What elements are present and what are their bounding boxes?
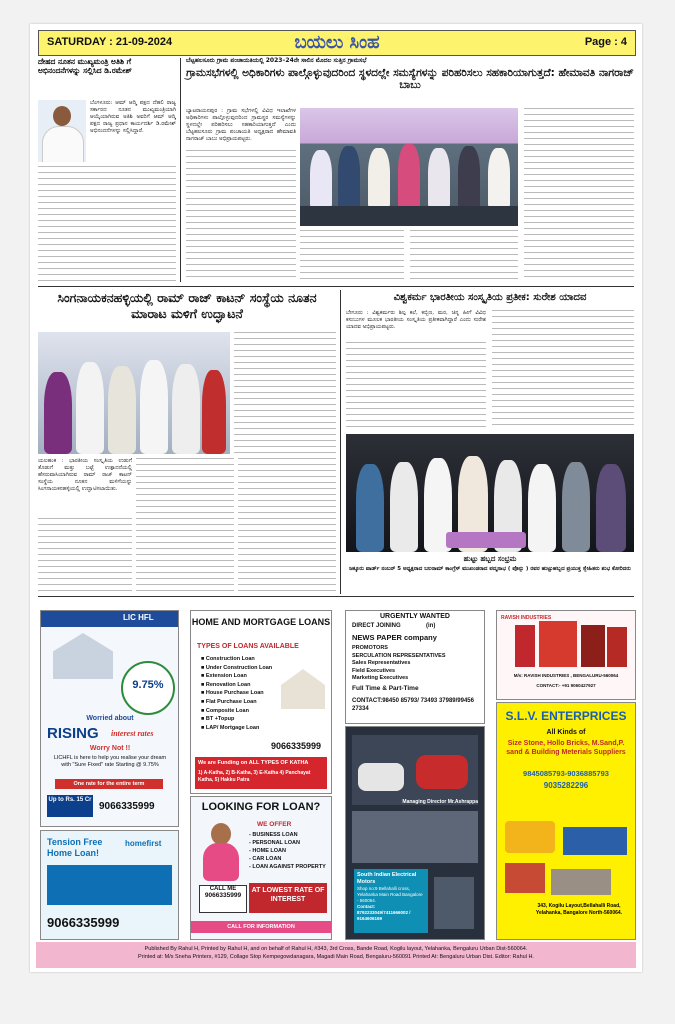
motors-info: [354, 869, 428, 933]
loan-type-item: ■ Construction Loan: [201, 656, 255, 662]
top-story-headline: ಗ್ರಾಮಸಭೆಗಳಲ್ಲಿ ಅಧಿಕಾರಿಗಳು ಪಾಲ್ಗೊಳ್ಳುವುದರಿಂದ ಸ್ಥಳದಲ್ಲೇ ಸಮಸ್ಯೆಗಳನ್ನು ಪರಿಹರಿಸಲು ಸಹಕಾರಿಯಾಗುತ್ತದೆ: ಹೇಮಾವತಿ ನಾಗರಾಜ್ ಬಾಬು: [186, 67, 634, 92]
ravish-brand: RAVISH INDUSTRIES: [501, 615, 552, 621]
urgently-wanted-ad: [345, 610, 485, 724]
urgent-subtitle: DIRECT JOINING: [352, 623, 401, 629]
offer-list: [249, 831, 329, 871]
lowest-rate-banner: AT LOWEST RATE OF INTEREST: [249, 883, 327, 913]
slv-enterprices-ad: [496, 702, 636, 940]
masthead: [38, 30, 636, 56]
ravish-ad: [496, 610, 636, 700]
slv-products: Size Stone, Hollo Bricks, M.Sand,P. sand & Building Meterials Suppliers: [506, 740, 626, 756]
homefirst-ad: [40, 830, 179, 940]
mid-right-story-lead: ಬೇಗೂರು : ವಿಶ್ವಕರ್ಮರು ಶಿಲ್ಪ ಕಲೆ, ಕಬ್ಬಿಣ, ಮರ, ಚಿನ್ನ ಹೀಗೆ ವಿವಿಧ ಕಸುಬುಗಳ ಮೂಲಕ ಭಾರತೀಯ ಸಂಸ್ಕೃತಿಯ ಪ್ರತೀಕವಾಗಿದ್ದಾರೆ ಎಂದು ಸುರೇಶ ಯಾದವ ಅಭಿಪ್ರಾಯಪಟ್ಟರು.: [346, 310, 486, 330]
page-number: Page : 4: [584, 36, 627, 48]
urgent-title: URGENTLY WANTED: [379, 613, 450, 620]
loan-type-item: ■ House Purchase Loan: [201, 690, 264, 697]
offer-item: - CAR LOAN: [249, 856, 282, 862]
slv-address: 343, Kogilu Layout,Bellahalli Road, Yelahanka, Bangalore North-560064.: [535, 903, 623, 916]
lic-rising: RISING: [47, 725, 99, 742]
slv-phone1: 9845085793-9036885793: [523, 769, 609, 778]
mid-left-story-headline: ಸಿಂಗನಾಯಕನಹಳ್ಳಿಯಲ್ಲಿ ರಾಮ್ ರಾಜ್ ಕಾಟನ್ ಸಂಸ್ಥೆಯ ನೂತನ ಮಾರಾಟ ಮಳಿಗೆ ಉದ್ಘಾಟನೆ: [57, 290, 317, 321]
home-mortgage-ad: [190, 610, 332, 794]
birthday-photo: [346, 434, 634, 552]
loan-type-item: ■ Extension Loan: [201, 673, 247, 680]
rate-badge: [121, 661, 175, 715]
offer-item: - LOAN AGAINST PROPERTY: [249, 864, 326, 870]
birthday-photo-caption: ಹುಟ್ಟು ಹಬ್ಬದ ಸಂಭ್ರಮ: [463, 555, 517, 563]
call-info: CALL FOR INFORMATION: [191, 921, 331, 933]
lic-brand: LIC HFL: [123, 613, 154, 622]
mid-left-story-col4: [238, 458, 336, 592]
call-me-box: [199, 885, 247, 913]
homefirst-brand: homefirst: [125, 839, 162, 848]
role-item: PROMOTORS: [352, 645, 388, 651]
motors-name: South Indian Electrical Motors: [357, 872, 417, 885]
mid-left-story-photo: [38, 332, 230, 454]
newspaper-title: ಬಯಲು ಸಿಂಹ: [294, 32, 380, 53]
left-story-headline: ದೇಹದ ನೂತನ ಮುಖ್ಯಮಂತ್ರಿ ಅತಿಶಿ ಗೆ ಅಭಿನಂದನೆಗಳನ್ನು ಸಲ್ಲಿಸಿದ ಡಿ.ರಮೇಶ್: [38, 57, 132, 75]
mid-left-story-col2: [234, 332, 336, 454]
footer-line1: Published By Rahul H, Printed by Rahul H, and on behalf of Rahul H, #343, 3rd Cross, Bande Road, Kogilu layout, Yelahanka, Bengaluru Urban Dist-560064.: [144, 946, 528, 952]
agent-photo: [201, 821, 241, 881]
ads-divider: [38, 596, 634, 597]
lic-hfl-ad: [40, 610, 179, 827]
birthday-photo-subcaption: ಜಕ್ಕೂರು ವಾರ್ಡ್ ನಂಬರ್ 5 ಅಧ್ಯಕ್ಷರಾದ ಬಲರಾಮ್ ಕಾಂಗ್ರೆಸ್ ಮುಖಂಡರಾದ ಪದ್ಮನಾಭ ( ಪೊನ್ನು ) ರವರ ಹುಟ್ಟುಹಬ್ಬದ ಪ್ರಯುಕ್ತ ಸ್ನೇಹಿತರು ಶುಭ ಕೋರಿದರು: [349, 566, 631, 572]
slv-phone2: 9035282296: [543, 781, 589, 790]
looking-title: LOOKING FOR LOAN?: [201, 801, 321, 813]
mid-left-story-col3: [136, 458, 234, 592]
top-story-col3: [410, 230, 518, 282]
scooter-photo: [352, 735, 478, 805]
top-story-col1: [186, 150, 296, 282]
slv-title: S.L.V. ENTERPRICES: [505, 709, 627, 723]
scooter-photo-2: [434, 877, 474, 929]
lic-upto: Up to Rs. 15 Cr: [47, 795, 93, 817]
top-story-photo: [300, 108, 518, 226]
loan-types-list: [201, 655, 281, 732]
urgent-contact: CONTACT:98450 85793/ 73493 37989/99456 27334: [352, 698, 474, 712]
house-icon: [53, 633, 113, 679]
loan-type-item: ■ Renovation Loan: [201, 681, 251, 688]
looking-phone: 9066335999: [204, 892, 242, 899]
motors-contact: Contact: 8792233049/7411666002 / 9164606169: [357, 904, 411, 921]
loan-type-item: ■ Flat Purchase Loan: [201, 698, 257, 705]
homefirst-banner: [47, 865, 172, 905]
offer-item: - HOME LOAN: [249, 848, 286, 854]
homefirst-phone: 9066335999: [47, 915, 120, 930]
funding-banner: [195, 757, 327, 789]
ravish-line: M/s: RAVISH INDUSTRIES , BENGALURU-560064: [513, 673, 619, 678]
footer-line2: Printed at: M/s Sneha Printers, #129, Collage Stop Kempegowdanagara, Magadi Main Road, Bengaluru-560091 Printed At: Bengaluru Urban Dist. Editor: Rahul H.: [138, 954, 534, 960]
role-item: Sales Representatives: [352, 660, 411, 666]
issue-date: SATURDAY : 21-09-2024: [47, 36, 173, 48]
role-item: SERCULATION REPRESENTATIVES: [352, 652, 446, 659]
top-story-lead: ಬ್ಯಾಟರಾಯನಪುರ : ಗ್ರಾಮ ಸಭೆಗಳಲ್ಲಿ ವಿವಿಧ ಇಲಾಖೆಗಳ ಅಧಿಕಾರಿಗಳು ಪಾಲ್ಗೊಳ್ಳುವುದರಿಂದ ಗ್ರಾಮಸ್ಥರ ಸಮಸ್ಯೆಗಳನ್ನು ಸ್ಥಳದಲ್ಲೇ ಪರಿಹರಿಸಲು ಸಹಕಾರಿಯಾಗುತ್ತದೆ ಎಂದು ಬೆಟ್ಟಹಲಸೂರು ಗ್ರಾಮ ಪಂಚಾಯತಿ ಅಧ್ಯಕ್ಷರಾದ ಹೇಮಾವತಿ ನಾಗರಾಜ್ ಬಾಬು ಅಭಿಪ್ರಾಯಪಟ್ಟರು.: [186, 108, 296, 142]
lic-one-rate: One rate for the entire term: [55, 779, 163, 789]
lic-rate: 9.75%: [132, 679, 164, 691]
stone-icon: [551, 869, 611, 895]
urgent-in: (in): [426, 623, 436, 629]
lic-worried: Worried about: [86, 715, 134, 722]
left-story-body: [38, 166, 176, 281]
mid-right-story-col1: [346, 342, 486, 428]
lic-phone: 9066335999: [99, 801, 155, 812]
motors-owner: Managing Director Mr.Ashrappa: [402, 799, 478, 805]
offer-item: - PERSONAL LOAN: [249, 840, 300, 846]
mortgage-title: HOME AND MORTGAGE LOANS: [191, 617, 331, 627]
motors-address: Shop no:9 Bellahalli cross, Yelahanka Main Road Bangalore - 560064.: [357, 886, 423, 903]
section-divider: [38, 286, 634, 287]
ravish-contact: CONTACT:- +91 9060427927: [536, 683, 596, 688]
offer-item: - BUSINESS LOAN: [249, 832, 298, 838]
funding-types: 1) A-Katha, 2) B-Katha, 3) E-Katha 4) Panchayat Katha, 5) Hakku Patra: [198, 770, 311, 783]
left-story-portrait: [38, 100, 86, 162]
loan-type-item: ■ Composite Loan: [201, 707, 249, 714]
lic-rising-sub: interest rates: [111, 729, 154, 738]
urgent-company: NEWS PAPER company: [352, 633, 437, 642]
column-divider: [340, 290, 341, 594]
role-list: [352, 645, 480, 683]
role-item: Field Executives: [352, 667, 396, 674]
call-me-label: CALL ME: [209, 886, 237, 892]
top-story-col4: [524, 108, 634, 282]
homefirst-headline: Tension Free Home Loan!: [47, 837, 103, 858]
loan-type-item: ■ BT +Topup: [201, 716, 235, 723]
top-story-kicker: ಬೆಟ್ಟಹಲಸೂರು ಗ್ರಾಮ ಪಂಚಾಯತಿಯಲ್ಲಿ 2023–24ನೇ ಸಾಲಿನ ಮೊದಲ ಸುತ್ತಿನ ಗ್ರಾಮಸಭೆ: [186, 57, 367, 64]
shop-photo: [352, 811, 478, 863]
motors-ad: [345, 726, 485, 940]
newspaper-page: [30, 24, 642, 972]
left-story-lead: ಬೆಂಗಳೂರು: ಆಮ್ ಆದ್ಮಿ ಪಕ್ಷದ ದೆಹಲಿ ರಾಜ್ಯ ಸರ್ಕಾರದ ನೂತನ ಮುಖ್ಯಮಂತ್ರಿಯಾಗಿ ಆಯ್ಕೆಯಾಗಿರುವ ಅತಿಶಿ ಅವರಿಗೆ ಆಮ್ ಆದ್ಮಿ ಪಕ್ಷದ ರಾಜ್ಯ ಪ್ರಧಾನ ಕಾರ್ಯದರ್ಶಿ ಡಿ.ರಮೇಶ್ ಅಭಿನಂದನೆಗಳನ್ನು ಸಲ್ಲಿಸಿದ್ದಾರೆ.: [90, 100, 176, 134]
urgent-time: Full Time & Part-Time: [352, 685, 419, 692]
mid-left-story-lead: ಯಲಹಂಕ : ಭಾರತೀಯ ಸಂಸ್ಕೃತಿಯ ಉಡುಗೆ ತೊಡುಗೆ ಮತ್ತು ಬಟ್ಟೆ ಉತ್ಪಾದನೆಯಲ್ಲಿ ಹೆಸರುವಾಸಿಯಾಗಿರುವ ರಾಮ್ ರಾಜ್ ಕಾಟನ್ ಸಂಸ್ಥೆಯ ನೂತನ ಮಳಿಗೆಯನ್ನು ಸಿಂಗನಾಯಕನಹಳ್ಳಿಯಲ್ಲಿ ಉದ್ಘಾಟಿಸಲಾಯಿತು.: [38, 458, 132, 492]
mortgage-phone: 9066335999: [271, 741, 322, 751]
footer-imprint: [36, 942, 636, 968]
truck-icon: [563, 827, 627, 855]
excavator-icon: [505, 821, 555, 853]
bricks-icon: [505, 863, 545, 893]
mid-right-story-headline: ವಿಶ್ವಕರ್ಮ ಭಾರತೀಯ ಸಂಸ್ಕೃತಿಯ ಪ್ರತೀಕ: ಸುರೇಶ ಯಾದವ: [393, 292, 587, 303]
lic-worry-not: Worry Not !!: [89, 745, 131, 752]
mid-left-story-col1: [38, 518, 132, 592]
looking-for-loan-ad: [190, 796, 332, 940]
mid-right-story-col2: [492, 310, 634, 428]
offer-title: WE OFFER: [257, 821, 292, 828]
slv-all-kinds: All Kinds of: [546, 729, 586, 736]
loan-type-item: ■ LAP/ Mortgage Loan: [201, 724, 260, 731]
funding-text: We are Funding on ALL TYPES OF KATHA: [198, 760, 309, 766]
top-story-col2: [300, 230, 404, 282]
role-item: Marketing Executives: [352, 675, 409, 681]
loan-type-item: ■ Under Construction Loan: [201, 664, 273, 671]
column-divider: [180, 58, 181, 282]
mortgage-subtitle: TYPES OF LOANS AVAILABLE: [197, 643, 299, 650]
house-icon: [281, 669, 325, 709]
lic-body: LICHFL is here to help you realise your dream with "Sure Fixed" rate Starting @ 9.75%: [53, 755, 167, 768]
